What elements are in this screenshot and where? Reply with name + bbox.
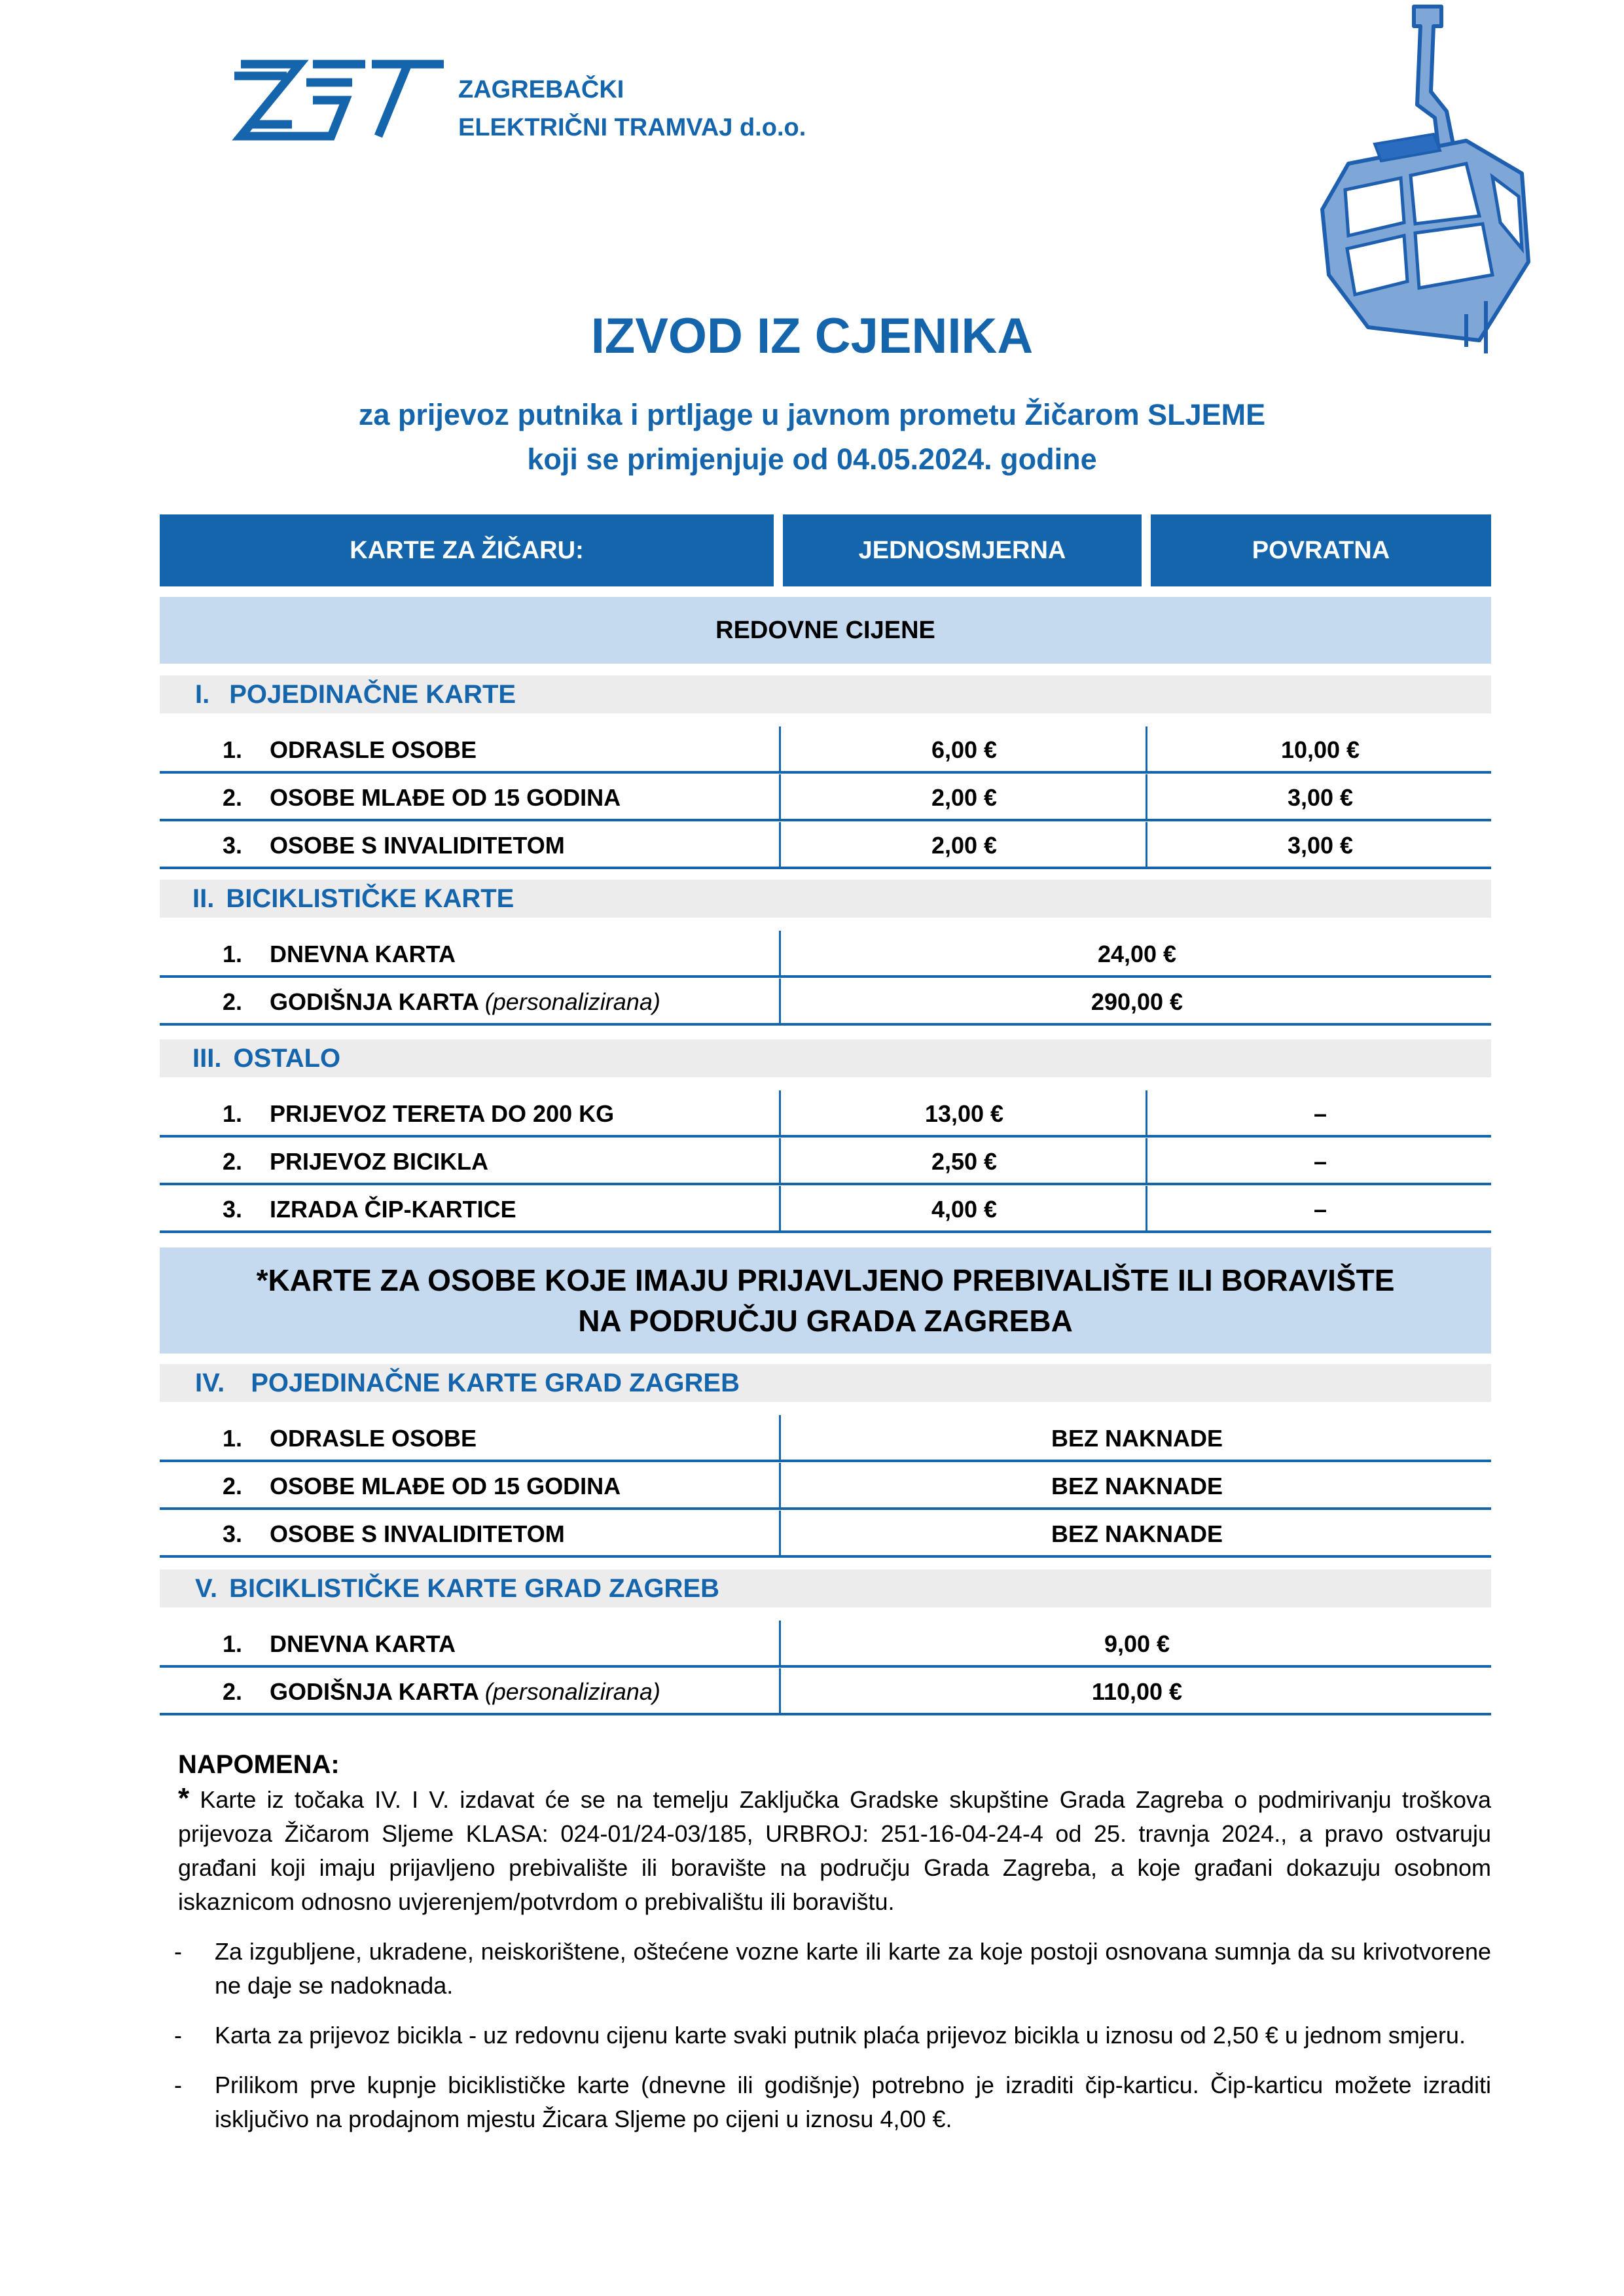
notes-section <box>174 1748 1491 2136</box>
page-title: IZVOD IZ CJENIKA <box>590 308 1034 364</box>
page-subtitle: za prijevoz putnika i prtljage u javnom prometu Žičarom SLJEME koji se primjenjuje od 04.05.2024. godine <box>358 398 1266 476</box>
table-row: 2. PRIJEVOZ BICIKLA 2,50 € – <box>160 1138 1491 1185</box>
regular-prices-band: REDOVNE CIJENE <box>160 597 1491 664</box>
col-header-one-way: JEDNOSMJERNA <box>783 514 1142 586</box>
table-row: 3. OSOBE S INVALIDITETOM 2,00 € 3,00 € <box>160 822 1491 869</box>
section-number: I. <box>195 679 210 709</box>
table-header <box>160 514 1491 586</box>
table-row: 1. PRIJEVOZ TERETA DO 200 KG 13,00 € – <box>160 1090 1491 1138</box>
section-number: V. <box>195 1573 218 1603</box>
section-individual-zagreb <box>160 1364 1491 1402</box>
notes-heading: NAPOMENA: <box>178 1750 340 1779</box>
zagreb-residents-band: *KARTE ZA OSOBE KOJE IMAJU PRIJAVLJENO PREBIVALIŠTE ILI BORAVIŠTE NA PODRUČJU GRADA ZAGREBA <box>160 1247 1491 1354</box>
table-row: 3. IZRADA ČIP-KARTICE 4,00 € – <box>160 1186 1491 1233</box>
notes-bullet: - Za izgubljene, ukradene, neiskorištene, oštećene vozne karte ili karte za koje postoji osnovana sumnja da su krivotvorene ne daje se nadoknada. <box>174 1938 1491 1999</box>
section-title: BICIKLISTIČKE KARTE <box>226 884 514 913</box>
table-row: 2. GODIŠNJA KARTA (personalizirana) 110,00 € <box>160 1668 1491 1715</box>
notes-bullet: - Karta za prijevoz bicikla - uz redovnu cijenu karte svaki putnik plaća prijevoz bicikla u iznosu od 2,50 € u jednom smjeru. <box>174 2022 1466 2049</box>
table-row: 3. OSOBE S INVALIDITETOM BEZ NAKNADE <box>160 1511 1491 1558</box>
notes-bullet: - Prilikom prve kupnje biciklističke karte (dnevne ili godišnje) potrebno je izraditi čip-karticu. Čip-karticu možete izraditi isključivo na prodajnom mjestu Žicara Sljeme po cijeni u iznosu 4,00 €. <box>174 2072 1491 2132</box>
section-number: IV. <box>195 1368 225 1397</box>
section-title: POJEDINAČNE KARTE <box>229 679 516 709</box>
company-name: ZAGREBAČKI ELEKTRIČNI TRAMVAJ d.o.o. <box>458 76 806 141</box>
table-row: 2. OSOBE MLAĐE OD 15 GODINA 2,00 € 3,00 € <box>160 774 1491 821</box>
table-row: 2. GODIŠNJA KARTA (personalizirana) 290,00 € <box>160 978 1491 1026</box>
zet-logo <box>215 56 450 144</box>
section-title: OSTALO <box>233 1043 341 1073</box>
notes-star-paragraph: * Karte iz točaka IV. I V. izdavat će se na temelju Zaključka Gradske skupštine Grada Zagreba o podmirivanju troškova prijevoza Žičarom Sljeme KLASA: 024-01/24-03/185, URBROJ: 251-16-04-24-4 od 25. travnja 2024., a pravo ostvaruju građani koji imaju prijavljeno prebivalište ili boravište na području Grada Zagreba, a koje građani dokazuju osobnom iskaznicom odnosno uvjerenjem/potvrdom o prebivalištu ili boravištu. <box>178 1782 1491 1915</box>
section-other <box>160 1039 1491 1077</box>
section-bicycle-zagreb <box>160 1570 1491 1607</box>
section-number: III. <box>192 1043 222 1073</box>
section-individual-tickets <box>160 675 1491 713</box>
section-bicycle-tickets <box>160 880 1491 918</box>
table-row: 1. ODRASLE OSOBE 6,00 € 10,00 € <box>160 726 1491 774</box>
section-title: POJEDINAČNE KARTE GRAD ZAGREB <box>251 1368 740 1397</box>
table-row: 1. DNEVNA KARTA 9,00 € <box>160 1621 1491 1668</box>
table-row: 2. OSOBE MLAĐE OD 15 GODINA BEZ NAKNADE <box>160 1463 1491 1510</box>
section-number: II. <box>192 884 215 913</box>
col-header-tickets: KARTE ZA ŽIČARU: <box>160 514 774 586</box>
col-header-return: POVRATNA <box>1151 514 1491 586</box>
table-row: 1. DNEVNA KARTA 24,00 € <box>160 931 1491 978</box>
table-row: 1. ODRASLE OSOBE BEZ NAKNADE <box>160 1415 1491 1462</box>
section-title: BICIKLISTIČKE KARTE GRAD ZAGREB <box>229 1573 720 1603</box>
